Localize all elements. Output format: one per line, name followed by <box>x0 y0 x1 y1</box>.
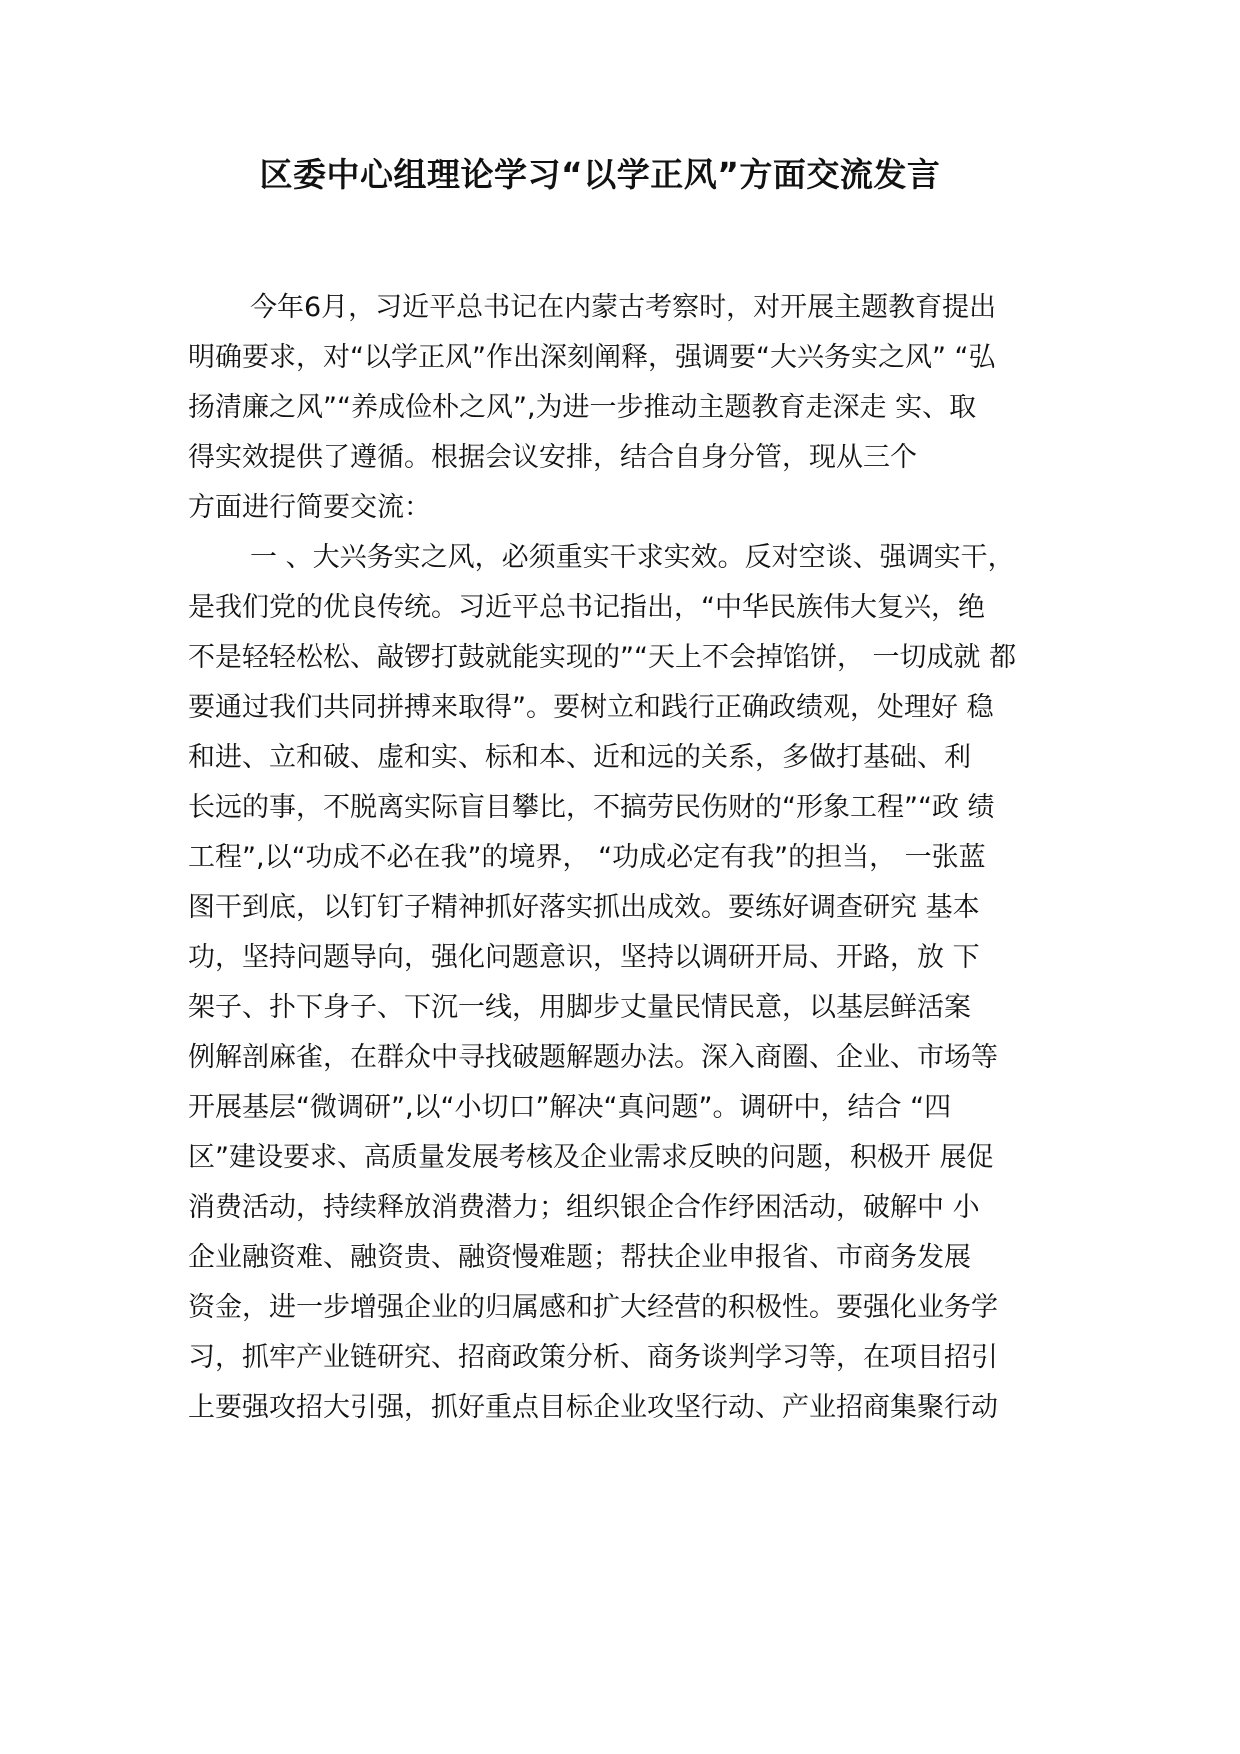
text-line: 区”建设要求、高质量发展考核及企业需求反映的问题，积极开 展促 <box>188 1142 994 1173</box>
text-line: 得实效提供了遵循。根据会议安排，结合自身分管，现从三个 <box>188 442 917 473</box>
text-line: 上要强攻招大引强，抓好重点目标企业攻坚行动、产业招商集聚行动 <box>188 1392 998 1423</box>
text-line: 资金，进一步增强企业的归属感和扩大经营的积极性。要强化业务学 <box>188 1292 998 1323</box>
text-line: 例解剖麻雀，在群众中寻找破题解题办法。深入商圈、企业、市场等 <box>188 1042 998 1073</box>
text-line: 方面进行简要交流： <box>188 492 431 523</box>
text-line: 工程”,以“功成不必在我”的境界， “功成必定有我”的担当， 一张蓝 <box>188 842 986 873</box>
text-line: 开展基层“微调研”,以“小切口”解决“真问题”。调研中，结合 “四 <box>188 1092 952 1123</box>
text-line: 明确要求，对“以学正风”作出深刻阐释，强调要“大兴务实之风” “弘 <box>188 342 996 373</box>
text-line: 扬清廉之风”“养成俭朴之风”,为进一步推动主题教育走深走 实、取 <box>188 392 977 423</box>
text-line: 一 、大兴务实之风，必须重实干求实效。反对空谈、强调实干， <box>250 542 1015 573</box>
text-line: 和进、立和破、虚和实、标和本、近和远的关系，多做打基础、利 <box>188 742 971 773</box>
document-title: 区委中心组理论学习“以学正风”方面交流发言 <box>259 155 941 194</box>
text-line: 架子、扑下身子、下沉一线，用脚步丈量民情民意，以基层鲜活案 <box>188 992 971 1023</box>
text-line: 是我们党的优良传统。习近平总书记指出，“中华民族伟大复兴，绝 <box>188 592 985 623</box>
text-line: 要通过我们共同拼搏来取得”。要树立和践行正确政绩观，处理好 稳 <box>188 692 994 723</box>
paragraph-intro <box>188 283 1068 533</box>
text-line: 消费活动，持续释放消费潜力；组织银企合作纾困活动，破解中 小 <box>188 1192 980 1223</box>
text-line: 功，坚持问题导向，强化问题意识，坚持以调研开局、开路，放 下 <box>188 942 980 973</box>
text-line: 不是轻轻松松、敲锣打鼓就能实现的”“天上不会掉馅饼， 一切成就 都 <box>188 642 1017 673</box>
text-line: 习，抓牢产业链研究、招商政策分析、商务谈判学习等，在项目招引 <box>188 1342 998 1373</box>
text-line: 长远的事，不脱离实际盲目攀比，不搞劳民伤财的“形象工程”“政 绩 <box>188 792 995 823</box>
document-body <box>188 283 1068 1433</box>
paragraph-section-one <box>188 533 1068 1433</box>
text-line: 今年6月，习近平总书记在内蒙古考察时，对开展主题教育提出 <box>250 292 997 323</box>
text-line: 企业融资难、融资贵、融资慢难题；帮扶企业申报省、市商务发展 <box>188 1242 971 1273</box>
text-line: 图干到底，以钉钉子精神抓好落实抓出成效。要练好调查研究 基本 <box>188 892 980 923</box>
